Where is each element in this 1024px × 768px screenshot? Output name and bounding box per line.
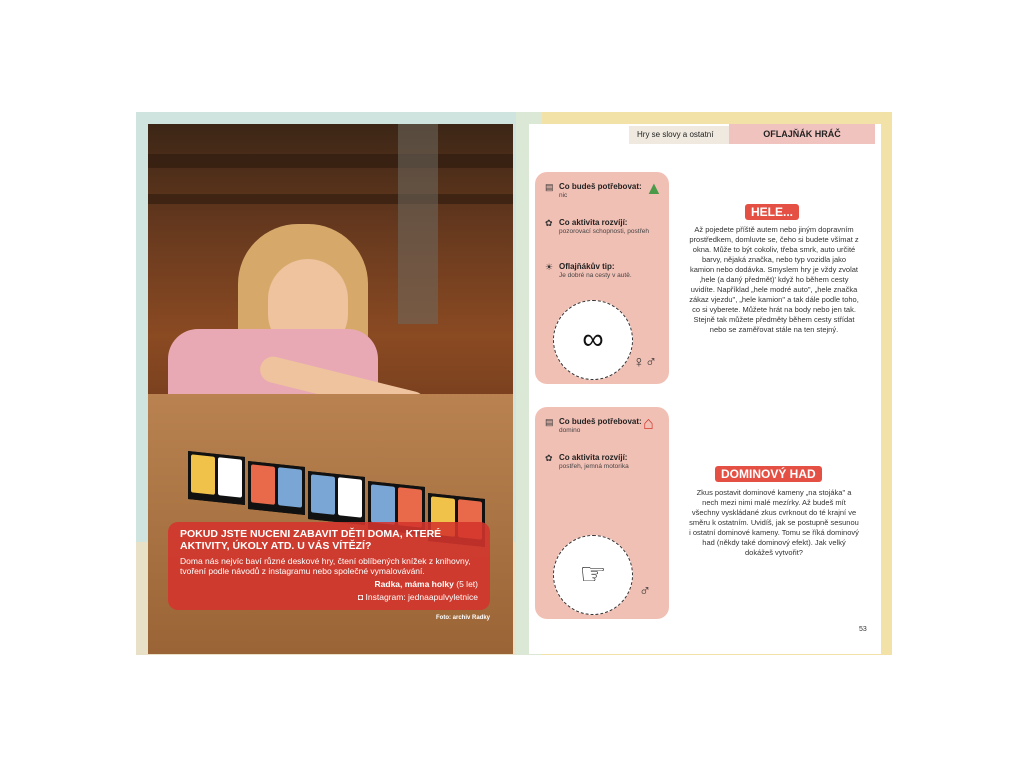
game-text-domino: Zkus postavit dominové kameny „na stojáka" a nech mezi nimi malé mezírky. Až budeš mít všechny vyskládané zkus cvrknout do té krajní ve směru k ostatním. Uvidíš, jak se postupně sesunou i ostatní dominové kameny. Tomu se říká dominový had (někdy také dominový efekt). Jak velký dokážeš vytvořit? (689, 488, 859, 557)
page-number: 53 (859, 626, 867, 633)
lightbulb-icon: ☀ (545, 262, 554, 272)
develop-label: Co aktivita rozvíjí: (559, 453, 628, 462)
binoculars-icon: ∞ (553, 300, 633, 380)
quote-box (168, 522, 490, 610)
develop-row (545, 218, 649, 235)
domino-tile (188, 451, 245, 505)
family-figures-icon: ♀♂ (633, 354, 657, 371)
game-title-hele: HELE... (745, 204, 799, 220)
game-text-hele: Až pojedete příště autem nebo jiným dopravním prostředkem, domluvte se, čeho si budete všímat z okna. Může to být cokoliv, třeba smrk, auto určité barvy, nějaká značka, nebo typ vozidla jako kamion nebo dodávka. Smyslem hry je vždy zvolat ‚hele (a daný předmět)' když ho během cesty uvidíte. Například „hele modré auto", „hele značka zákaz vjezdu", „hele kamion" a tak dále podle toho, co si vyberete. Můžete hrát na body nebo jen tak. Stejně tak můžete předměty během cesty střídat nebo se zaměřovat stále na ten stejný. (689, 225, 859, 334)
brain-icon: ✿ (545, 218, 553, 228)
need-value: domino (559, 427, 581, 434)
need-value: nic (559, 192, 568, 199)
child-figure-icon: ♂ (639, 583, 651, 600)
list-icon: ▤ (545, 417, 554, 427)
need-label: Co budeš potřebovat: (559, 417, 642, 426)
domino-tile (248, 461, 305, 515)
domino-tile (308, 471, 365, 525)
instagram-line (180, 592, 478, 602)
right-page (529, 124, 881, 654)
list-icon: ▤ (545, 182, 554, 192)
activity-card-hele (535, 172, 669, 384)
tip-row (545, 262, 632, 279)
ceiling-beam (148, 194, 513, 204)
hand-pushing-dominoes-icon: ☞ (553, 535, 633, 615)
instagram-icon: ◘ (358, 592, 364, 602)
quote-author-extra: (5 let) (456, 579, 478, 589)
section-tab: Hry se slovy a ostatní (629, 126, 737, 144)
quote-signature (180, 579, 478, 589)
tip-label: Oflajňákův tip: (559, 262, 615, 271)
quote-title: POKUD JSTE NUCENI ZABAVIT DĚTI DOMA, KTERÉ AKTIVITY, ÚKOLY ATD. U VÁS VÍTĚZÍ? (180, 528, 442, 552)
ceiling-beam (148, 154, 513, 168)
need-label: Co budeš potřebovat: (559, 182, 642, 191)
develop-row (545, 453, 629, 470)
stove-pipe (398, 124, 438, 324)
develop-label: Co aktivita rozvíjí: (559, 218, 628, 227)
house-icon: ⌂ (643, 413, 654, 433)
book-spread (136, 112, 892, 655)
quote-text: Doma nás nejvíc baví různé deskové hry, čtení oblíbených knížek z knihovny, tvoření podle návodů z instagramu nebo společné vymalovávání. (180, 556, 471, 576)
quote-author: Radka, máma holky (374, 579, 454, 589)
instagram-handle: Instagram: jednaapulvyletnice (365, 592, 478, 602)
tip-value: Je dobré na cesty v autě. (559, 272, 632, 279)
develop-value: postřeh, jemná motorika (559, 463, 629, 470)
need-row (545, 417, 642, 434)
need-row (545, 182, 642, 199)
activity-card-domino (535, 407, 669, 619)
game-title-domino: DOMINOVÝ HAD (715, 466, 822, 482)
chapter-title: OFLAJŇÁK HRÁČ (729, 124, 875, 144)
brain-icon: ✿ (545, 453, 553, 463)
develop-value: pozorovací schopnosti, postřeh (559, 228, 649, 235)
photo-credit: Foto: archiv Radky (436, 615, 491, 621)
tree-icon: ▲ (645, 178, 663, 198)
